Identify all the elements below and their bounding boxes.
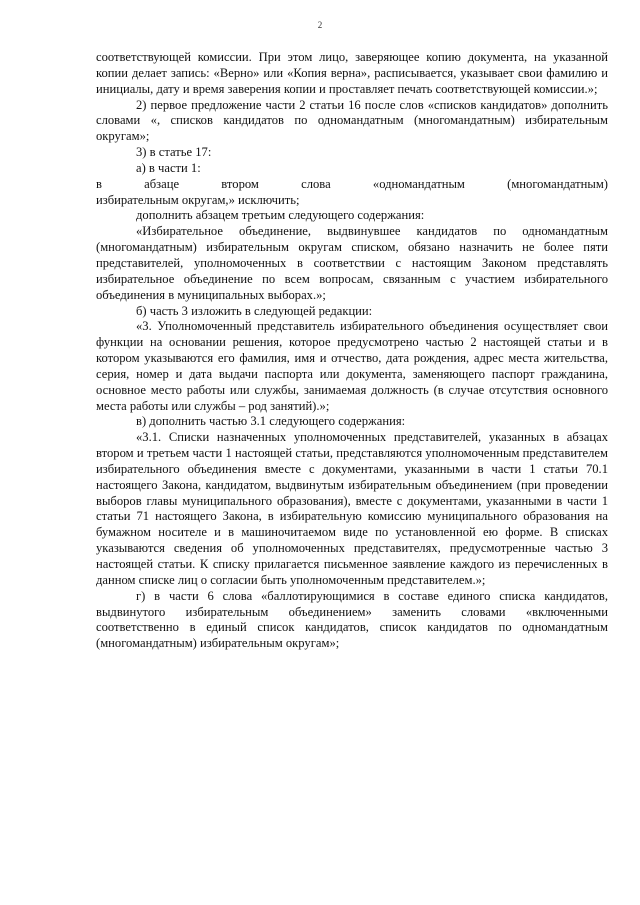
paragraph: «3. Уполномоченный представитель избирательного объединения осуществляет свои функции на основании решения, которое предусмотрено частью 2 настоящей статьи и в котором указываются его фамилия, имя и отчество, дата рождения, адрес места жительства, серия, номер и дата выдачи паспорта или документа, заменяющего паспорт гражданина, основное место работы или службы, занимаемая должность (в случае отсутствия основного места работы или службы – род занятий).»; [96,319,608,413]
paragraph: соответствующей комиссии. При этом лицо, заверяющее копию документа, на указанной копии делает запись: «Верно» или «Копия верна», расписывается, указывает свои фамилию и инициалы, дату и время заверения копии и проставляет печать соответствующей комиссии.»; [96,50,608,96]
document-body [96,50,608,652]
paragraph: в) дополнить частью 3.1 следующего содержания: [136,414,406,429]
paragraph: г) в части 6 слова «баллотирующимися в составе единого списка кандидатов, выдвинутого избирательным объединением» заменить словами «включенными соответственно в единый список кандидатов, список кандидатов по одномандатным (многомандатным) избирательным округам»; [96,588,608,651]
paragraph: 3) в статье 17: [136,145,212,160]
paragraph: избирательным округам,» исключить; [96,192,300,207]
paragraph: 2) первое предложение части 2 статьи 16 после слов «списков кандидатов» дополнить словами «, списков кандидатов по одномандатным (многомандатным) избирательным округам»; [96,97,608,144]
paragraph: а) в части 1: [136,160,201,175]
page-number: 2 [317,20,323,30]
paragraph: дополнить абзацем третьим следующего содержания: [136,208,425,223]
paragraph: «3.1. Списки назначенных уполномоченных представителей, указанных в абзацах втором и третьем части 1 настоящей статьи, представляются уполномоченным представителем избирательного объединения вместе с документами, указанными в части 1 статьи 70.1 настоящего Закона, кандидатом, выдвинутым избирательным объединением (при проведении выборов главы муниципального образования), вместе с документами, указанными в части 1 статьи 71 настоящего Закона, в избирательную комиссию муниципального образования на бумажном носителе и в машиночитаемом виде по установленной ею форме. В списках указываются сведения об уполномоченных представителях, предусмотренные частью 3 настоящей статьи. К списку прилагается письменное заявление каждого из перечисленных в данном списке лиц о согласии быть уполномоченным представителем.»; [96,430,608,587]
paragraph: в абзаце втором слова «одномандатным (многомандатным) [96,176,608,191]
paragraph: б) часть 3 изложить в следующей редакции: [136,303,373,318]
paragraph: «Избирательное объединение, выдвинувшее кандидатов по одномандатным (многомандатным) избирательным округам списком, обязано назначить не более пяти представителей, уполномоченных в соответствии с настоящим Законом представлять избирательное объединение по всем вопросам, связанным с участием избирательного объединения в муниципальных выборах.»; [96,224,608,302]
